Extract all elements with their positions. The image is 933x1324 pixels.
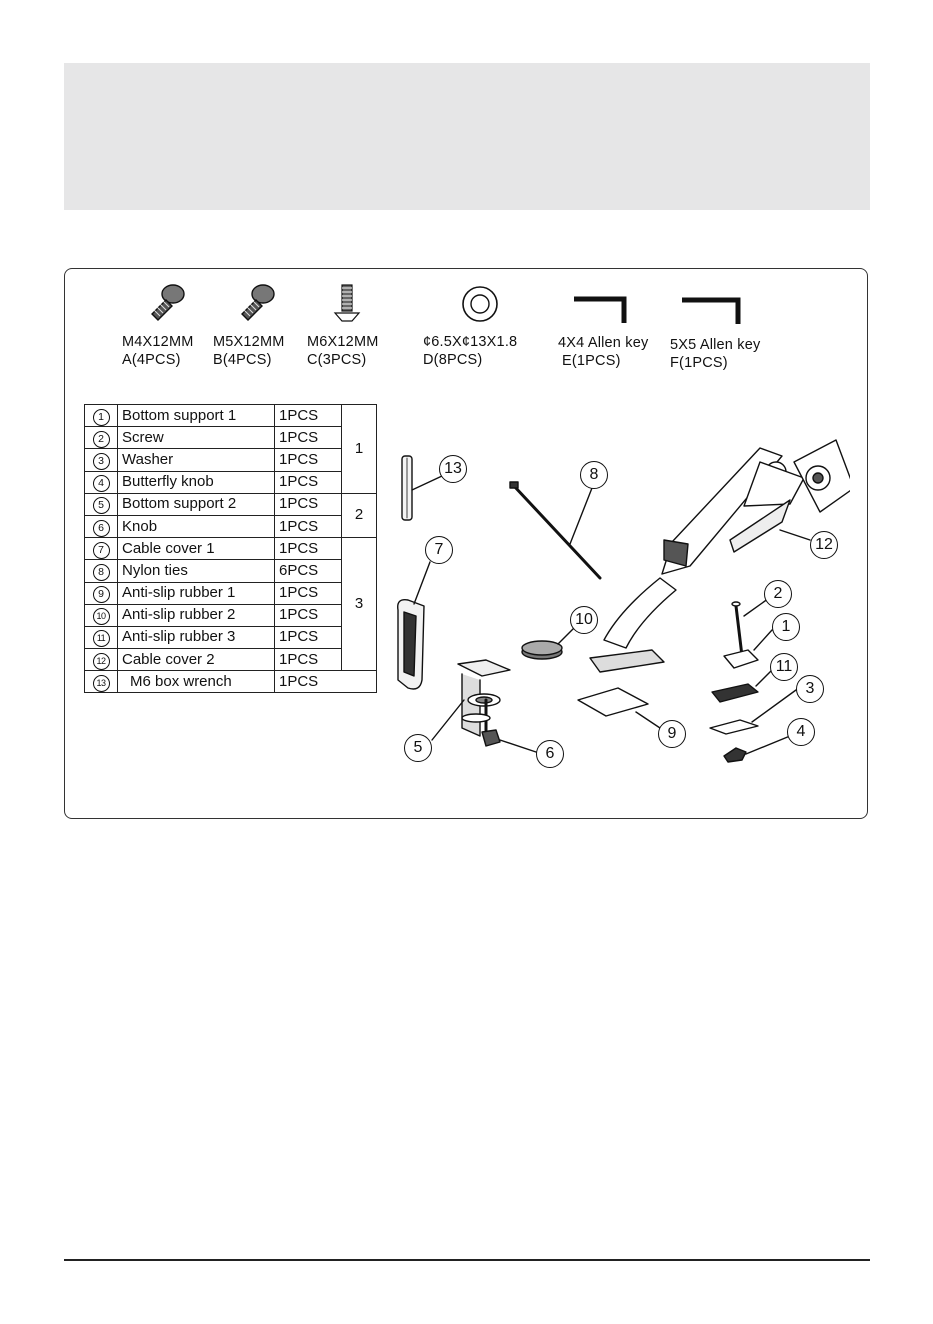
hardware-label-a: M4X12MM A(4PCS) (122, 334, 194, 368)
table-row: 3 Washer 1PCS (85, 449, 377, 471)
table-row: 11 Anti-slip rubber 3 1PCS (85, 626, 377, 648)
callout-13: 13 (439, 455, 467, 483)
callout-10: 10 (570, 606, 598, 634)
callout-5: 5 (404, 734, 432, 762)
nylon-tie-part (510, 482, 600, 578)
allen-key-icon (678, 296, 746, 328)
anti-slip-rubber-3-part (712, 668, 774, 702)
table-row: 13 M6 box wrench 1PCS (85, 671, 377, 693)
callout-8: 8 (580, 461, 608, 489)
parts-table (84, 404, 377, 693)
cable-cover-1-part (398, 562, 430, 689)
bottom-support-1-part (724, 630, 772, 668)
table-row: 5 Bottom support 2 1PCS 2 (85, 493, 377, 515)
m4-screw-icon (140, 280, 190, 328)
table-row: 8 Nylon ties 6PCS (85, 560, 377, 582)
countersunk-screw-icon (332, 283, 362, 327)
table-row: 9 Anti-slip rubber 1 1PCS (85, 582, 377, 604)
m5-screw-icon (230, 280, 280, 328)
hardware-label-f: 5X5 Allen key F(1PCS) (670, 337, 761, 371)
callout-4: 4 (787, 718, 815, 746)
callout-3: 3 (796, 675, 824, 703)
callout-7: 7 (425, 536, 453, 564)
table-row: 10 Anti-slip rubber 2 1PCS (85, 604, 377, 626)
table-row: 6 Knob 1PCS (85, 515, 377, 537)
box-wrench-part (402, 456, 442, 520)
hardware-label-b: M5X12MM B(4PCS) (213, 334, 285, 368)
hardware-label-d: ¢6.5X¢13X1.8 D(8PCS) (423, 334, 518, 368)
anti-slip-rubber-2-part (522, 628, 574, 659)
header-banner (64, 63, 870, 210)
table-row: 1 Bottom support 1 1PCS 1 (85, 405, 377, 427)
footer-rule (64, 1259, 870, 1261)
desk-clamp-part (432, 660, 536, 752)
hardware-label-c: M6X12MM C(3PCS) (307, 334, 379, 368)
table-row: 4 Butterfly knob 1PCS (85, 471, 377, 493)
callout-6: 6 (536, 740, 564, 768)
callout-9: 9 (658, 720, 686, 748)
table-row: 12 Cable cover 2 1PCS (85, 649, 377, 671)
anti-slip-rubber-1-part (578, 688, 660, 728)
allen-key-icon (570, 295, 632, 327)
callout-12: 12 (810, 531, 838, 559)
parts-illustration (380, 430, 850, 790)
hardware-label-e: 4X4 Allen key E(1PCS) (558, 335, 649, 369)
callout-1: 1 (772, 613, 800, 641)
washer-icon (460, 284, 500, 324)
screw-part (732, 596, 772, 656)
callout-11: 11 (770, 653, 798, 681)
table-row: 2 Screw 1PCS (85, 427, 377, 449)
callout-2: 2 (764, 580, 792, 608)
monitor-arm-part (590, 440, 850, 672)
butterfly-knob-part (724, 736, 790, 762)
table-row: 7 Cable cover 1 1PCS 3 (85, 538, 377, 560)
